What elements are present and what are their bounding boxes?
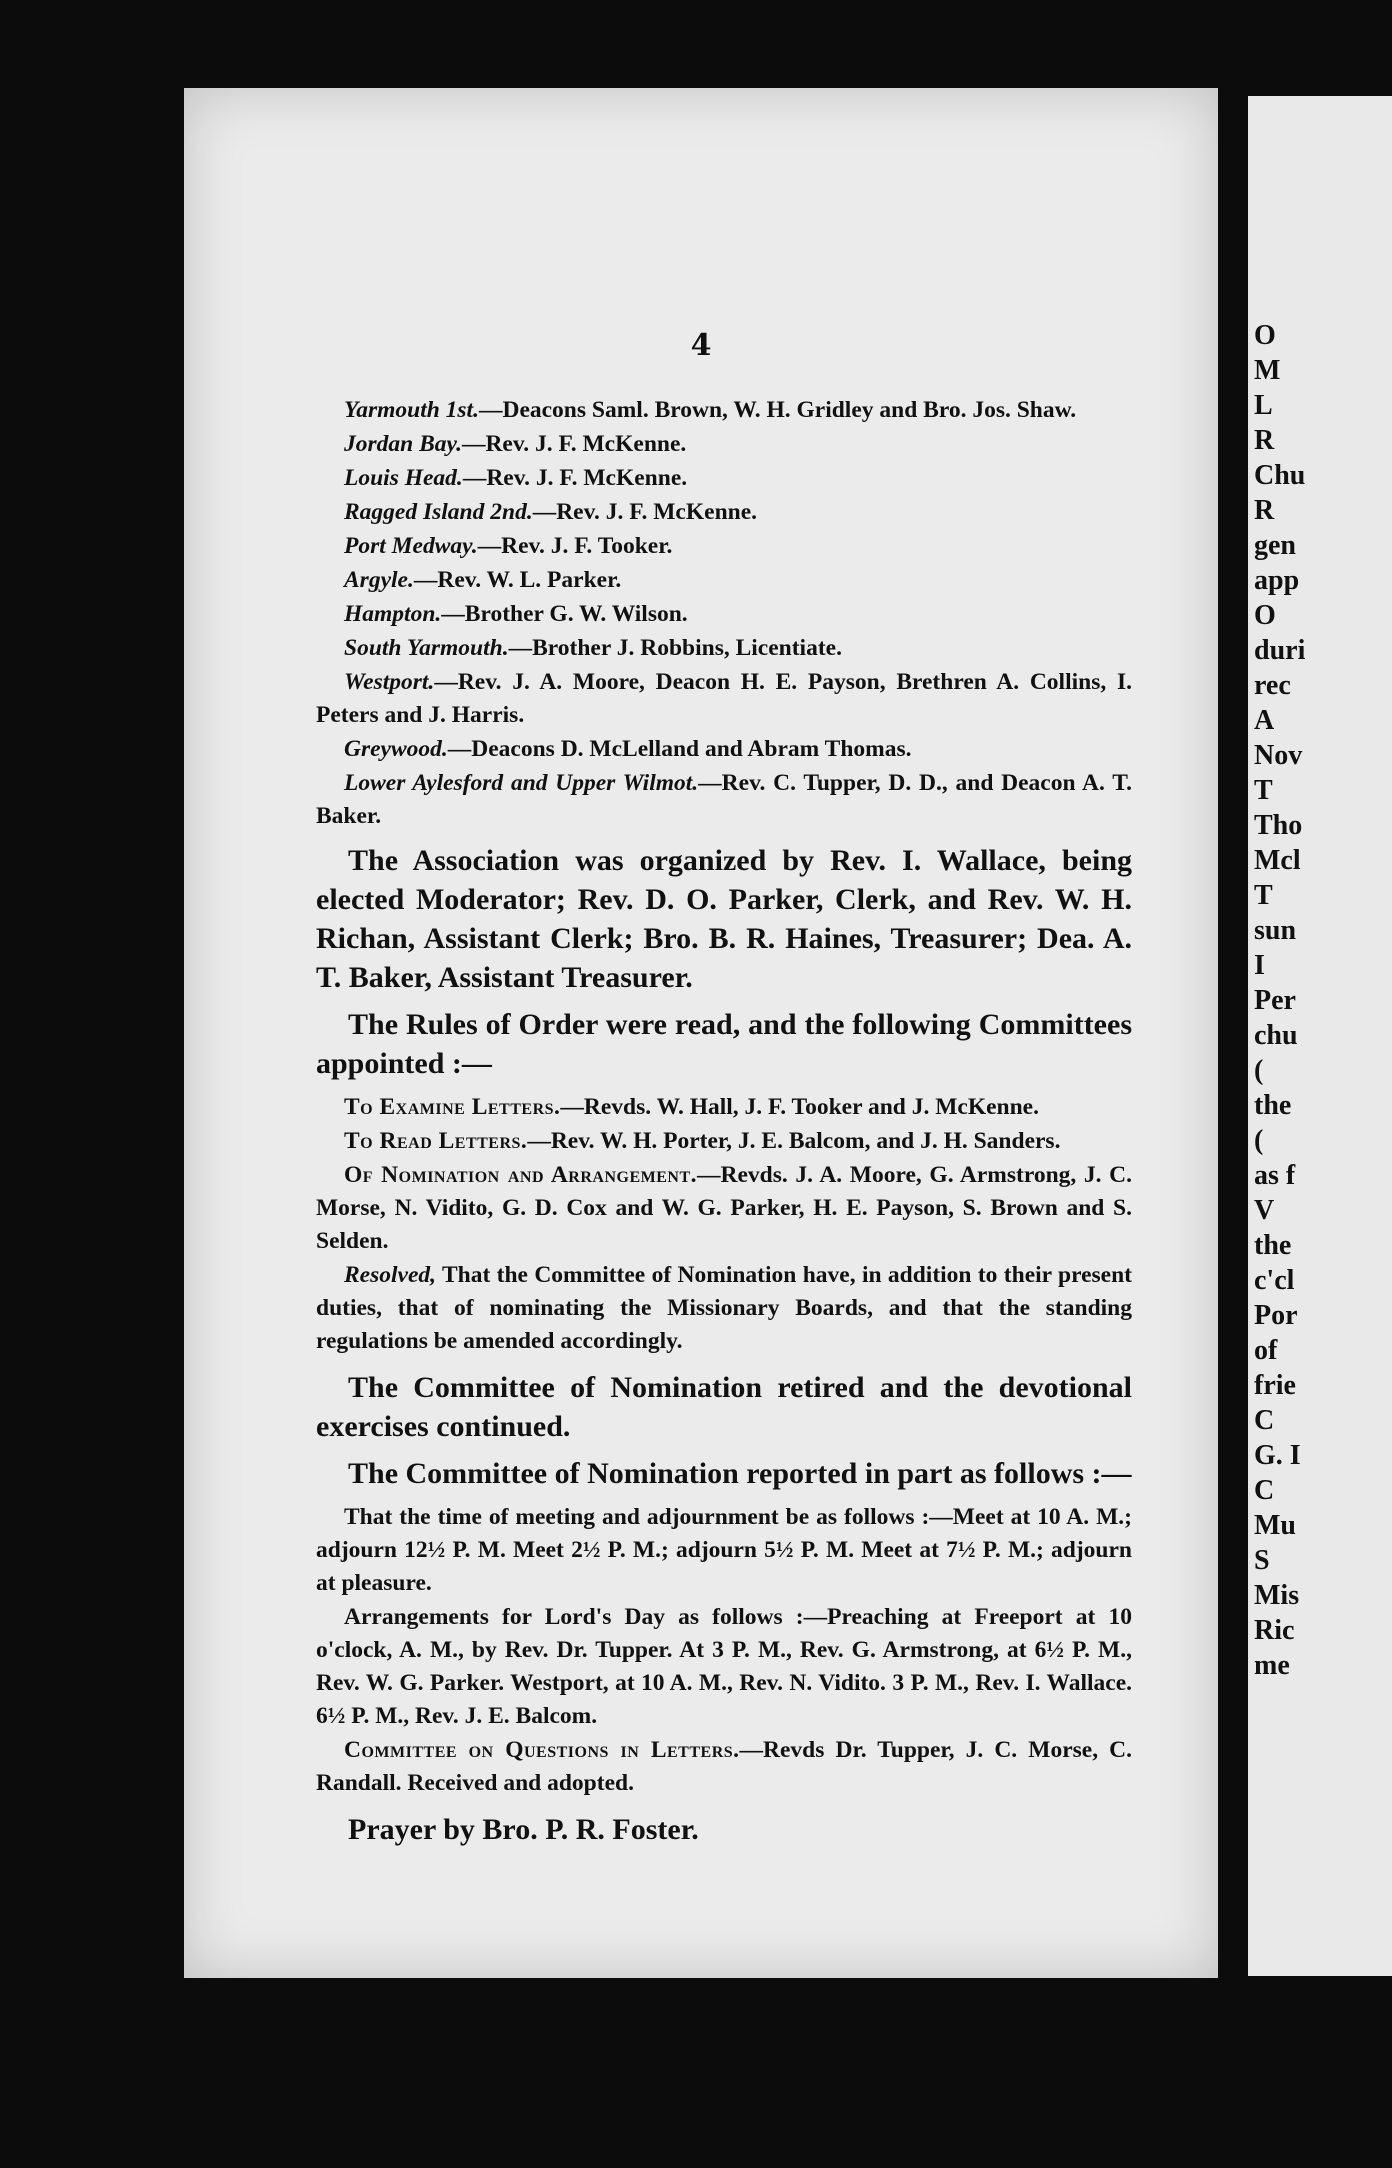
adjacent-page-fragment: L: [1254, 390, 1273, 421]
adjacent-page-fragment: Por: [1254, 1300, 1298, 1331]
entry-place: Westport.: [344, 669, 435, 695]
adjacent-page-fragment: chu: [1254, 1020, 1298, 1051]
adjacent-page-fragment: C: [1254, 1475, 1275, 1506]
resolution-text: That the Committee of Nomination have, in addition to their present duties, that of nominating the Missionary Boards, and that the standing regulations be amended accordingly.: [316, 1262, 1132, 1354]
paragraph-prayer: Prayer by Bro. P. R. Foster.: [348, 1813, 699, 1846]
entry-text: —Rev. J. F. McKenne.: [462, 465, 688, 491]
committee-head: To Read Letters.: [344, 1128, 528, 1154]
adjacent-page-fragment: sun: [1254, 915, 1297, 946]
adjacent-page-fragment: of: [1254, 1335, 1278, 1366]
delegate-entry: [316, 462, 1132, 495]
delegate-entry: [316, 496, 1132, 529]
adjacent-page-fragment: Mcl: [1254, 845, 1301, 876]
entry-text: —Deacons D. McLelland and Abram Thomas.: [447, 736, 912, 762]
adjacent-page-fragment: Ric: [1254, 1615, 1295, 1646]
entry-text: —Rev. J. A. Moore, Deacon H. E. Payson, Brethren A. Collins, I. Peters and J. Harris.: [316, 669, 1132, 728]
committee-text: —Revds. J. A. Moore, G. Armstrong, J. C. Morse, N. Vidito, G. D. Cox and W. G. Parker, H. E. Payson, S. Brown and S. Selden.: [316, 1162, 1132, 1254]
delegate-entry: [316, 767, 1132, 833]
adjacent-page-fragment: duri: [1254, 635, 1306, 666]
entry-place: Hampton.: [344, 601, 442, 627]
delegate-entry: [316, 666, 1132, 732]
committee-text: —Revds. W. Hall, J. F. Tooker and J. McKenne.: [560, 1094, 1039, 1120]
adjacent-page-fragment: C: [1254, 1405, 1275, 1436]
entry-place: Lower Aylesford and Upper Wilmot.: [344, 770, 699, 796]
adjacent-page-fragment: T: [1254, 880, 1273, 911]
adjacent-page-fragment: (: [1254, 1125, 1264, 1156]
paragraph-rules: The Rules of Order were read, and the following Committees appointed :—: [316, 1008, 1132, 1080]
entry-text: —Rev. J. F. Tooker.: [477, 533, 673, 559]
committee-questions: [316, 1734, 1132, 1800]
adjacent-page-fragment: O: [1254, 320, 1276, 351]
delegate-entry: [316, 564, 1132, 597]
adjacent-page-fragment: V: [1254, 1195, 1275, 1226]
adjacent-page-fragment: c'cl: [1254, 1265, 1295, 1296]
adjacent-page-fragment: me: [1254, 1650, 1290, 1681]
adjacent-page-fragment: A: [1254, 705, 1275, 736]
adjacent-page-fragment: rec: [1254, 670, 1291, 701]
entry-place: Argyle.: [344, 567, 414, 593]
entry-text: —Brother G. W. Wilson.: [441, 601, 688, 627]
adjacent-page-fragment: I: [1254, 950, 1265, 981]
committee-head: Of Nomination and Arrangement.: [344, 1162, 698, 1188]
entry-place: Yarmouth 1st.: [344, 397, 479, 423]
committee-entry: [316, 1125, 1132, 1158]
adjacent-page-fragment: S: [1254, 1545, 1270, 1576]
delegate-list: [316, 394, 1132, 833]
entry-text: —Deacons Saml. Brown, W. H. Gridley and Bro. Jos. Shaw.: [478, 397, 1077, 423]
adjacent-page-fragment: frie: [1254, 1370, 1296, 1401]
page: [184, 88, 1218, 1978]
entry-text: —Brother J. Robbins, Licentiate.: [508, 635, 842, 661]
adjacent-page-fragment: Mu: [1254, 1510, 1296, 1541]
entry-text: —Rev. C. Tupper, D. D., and Deacon A. T. Baker.: [316, 770, 1132, 829]
page-body: [316, 394, 1132, 1851]
paragraph-retired: The Committee of Nomination retired and the devotional exercises continued.: [316, 1371, 1132, 1443]
adjacent-page-fragment: Mis: [1254, 1580, 1300, 1611]
entry-text: —Rev. W. L. Parker.: [413, 567, 622, 593]
delegate-entry: [316, 598, 1132, 631]
adjacent-page-fragment: the: [1254, 1230, 1292, 1261]
paragraph-reported: The Committee of Nomination reported in part as follows :—: [348, 1457, 1132, 1490]
adjacent-page-fragment: Chu: [1254, 460, 1306, 491]
resolution: [316, 1259, 1132, 1358]
entry-place: Jordan Bay.: [344, 431, 462, 457]
adjacent-page-fragment: the: [1254, 1090, 1292, 1121]
delegate-entry: [316, 428, 1132, 461]
adjacent-page-fragment: Per: [1254, 985, 1296, 1016]
paragraph-organized: The Association was organized by Rev. I. Wallace, being elected Moderator; Rev. D. O. Parker, Clerk, and Rev. W. H. Richan, Assistant Clerk; Bro. B. R. Haines, Treasurer; Dea. A. T. Baker, Assistant Treasurer.: [316, 844, 1132, 994]
adjacent-page-fragment: T: [1254, 775, 1273, 806]
entry-text: —Rev. J. F. McKenne.: [461, 431, 687, 457]
adjacent-page-edge: [1248, 96, 1392, 1976]
adjacent-page-fragment: G. I: [1254, 1440, 1301, 1471]
adjacent-page-fragment: as f: [1254, 1160, 1296, 1191]
entry-place: Port Medway.: [344, 533, 478, 559]
adjacent-page-fragment: Nov: [1254, 740, 1303, 771]
adjacent-page-fragment: (: [1254, 1055, 1264, 1086]
delegate-entry: [316, 733, 1132, 766]
entry-place: Greywood.: [344, 736, 448, 762]
paragraph-meeting-times: That the time of meeting and adjournment be as follows :—Meet at 10 A. M.; adjourn 12½ P. M. Meet 2½ P. M.; adjourn 5½ P. M. Meet at 7½ P. M.; adjourn at pleasure.: [316, 1504, 1132, 1596]
adjacent-page-fragment: R: [1254, 425, 1275, 456]
resolution-head: Resolved,: [344, 1262, 437, 1288]
committee-head: Committee on Questions in Letters.: [344, 1737, 740, 1763]
entry-place: Ragged Island 2nd.: [344, 499, 533, 525]
adjacent-page-fragment: gen: [1254, 530, 1296, 561]
entry-place: Louis Head.: [344, 465, 463, 491]
delegate-entry: [316, 530, 1132, 563]
committee-head: To Examine Letters.: [344, 1094, 561, 1120]
page-number: 4: [690, 328, 712, 363]
committee-text: —Rev. W. H. Porter, J. E. Balcom, and J. H. Sanders.: [527, 1128, 1061, 1154]
adjacent-page-fragment: Tho: [1254, 810, 1303, 841]
adjacent-page-fragment: app: [1254, 565, 1300, 596]
committee-entry: [316, 1091, 1132, 1124]
adjacent-page-fragment: O: [1254, 600, 1276, 631]
paragraph-lords-day: Arrangements for Lord's Day as follows :—Preaching at Freeport at 10 o'clock, A. M., by Rev. Dr. Tupper. At 3 P. M., Rev. G. Armstrong, at 6½ P. M., Rev. W. G. Parker. Westport, at 10 A. M., Rev. N. Vidito. 3 P. M., Rev. I. Wallace. 6½ P. M., Rev. J. E. Balcom.: [316, 1604, 1132, 1729]
entry-place: South Yarmouth.: [344, 635, 509, 661]
adjacent-page-fragment: M: [1254, 355, 1281, 386]
delegate-entry: [316, 394, 1132, 427]
adjacent-page-fragment: R: [1254, 495, 1275, 526]
committee-entry: [316, 1159, 1132, 1258]
entry-text: —Rev. J. F. McKenne.: [532, 499, 758, 525]
committee-text: —Revds Dr. Tupper, J. C. Morse, C. Randall. Received and adopted.: [316, 1737, 1132, 1796]
delegate-entry: [316, 632, 1132, 665]
